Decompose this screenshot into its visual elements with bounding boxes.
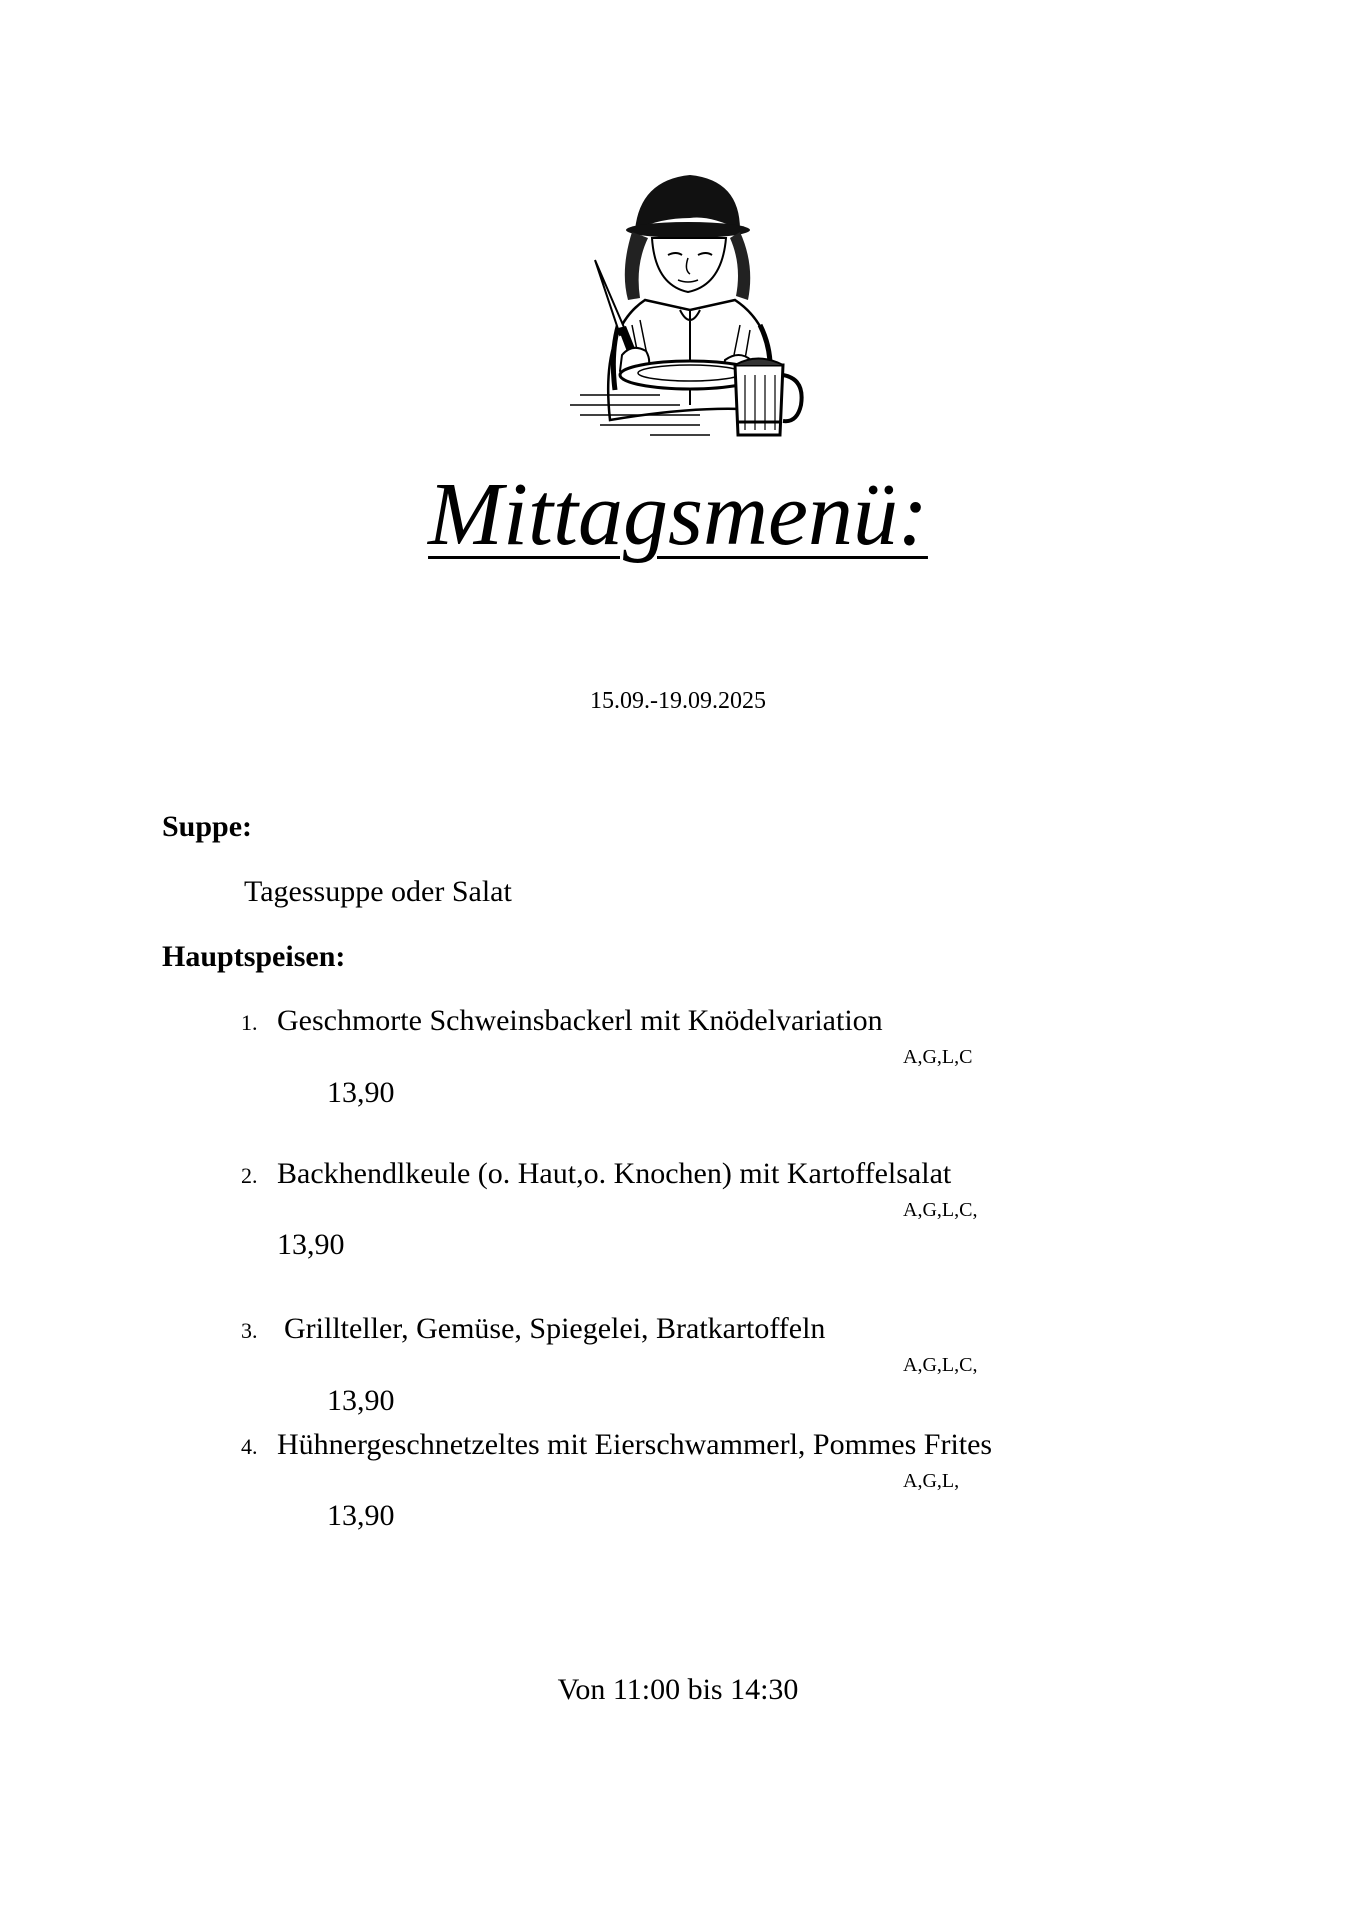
- diner-illustration-icon: [540, 160, 820, 440]
- menu-item-number: 3.: [241, 1318, 258, 1343]
- menu-item-name: Backhendlkeule (o. Haut,o. Knochen) mit Kartoffelsalat: [277, 1157, 952, 1190]
- menu-item-name: Hühnergeschnetzeltes mit Eierschwammerl, Pommes Frites: [277, 1428, 993, 1461]
- page-title: Mittagsmenü:: [428, 465, 928, 564]
- menu-item-price: 13,90: [327, 1076, 395, 1109]
- menu-item-number: 1.: [241, 1010, 258, 1035]
- menu-item-price: 13,90: [277, 1228, 345, 1261]
- date-range: 15.09.-19.09.2025: [590, 688, 766, 714]
- menu-item-name: Geschmorte Schweinsbackerl mit Knödelvariation: [277, 1004, 883, 1037]
- soup-heading: Suppe:: [162, 810, 253, 843]
- menu-item-number: 2.: [241, 1163, 258, 1188]
- soup-item: Tagessuppe oder Salat: [244, 875, 512, 908]
- menu-item-name: Grillteller, Gemüse, Spiegelei, Bratkartoffeln: [284, 1312, 826, 1345]
- menu-item-allergens: A,G,L,: [903, 1470, 960, 1492]
- menu-item-price: 13,90: [327, 1384, 395, 1417]
- menu-item-number: 4.: [241, 1434, 258, 1459]
- menu-item-price: 13,90: [327, 1499, 395, 1532]
- opening-hours: Von 11:00 bis 14:30: [557, 1673, 799, 1706]
- mains-heading: Hauptspeisen:: [162, 940, 346, 973]
- menu-item-allergens: A,G,L,C: [903, 1046, 973, 1068]
- menu-item-allergens: A,G,L,C,: [903, 1354, 978, 1376]
- menu-item-allergens: A,G,L,C,: [903, 1199, 978, 1221]
